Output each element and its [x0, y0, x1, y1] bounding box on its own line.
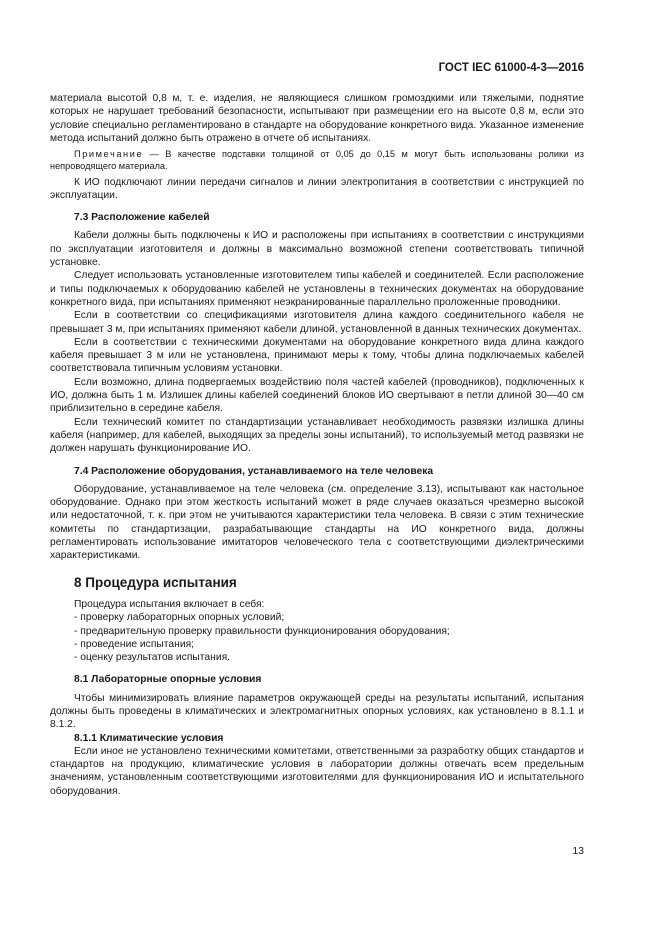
note-label: Примечание — [74, 149, 144, 160]
section-7-3-paragraph: Если возможно, длина подвергаемых воздействию поля частей кабелей (проводников), подключенных к ИО, должна быть 1 м. Излишек длины кабелей соединений блоков ИО свертывают в петли длиной 30—40 см приблизительно в середине кабеля. — [50, 376, 584, 415]
document-header: ГОСТ IEC 61000-4-3—2016 — [438, 62, 584, 74]
section-7-3-paragraph: Следует использовать установленные изготовителем типы кабелей и соединителей. Если расположение и типы подключаемых к оборудованию кабелей не установлены в технических документах на оборудование конкретного вида, при испытаниях применяют неэкранированные параллельно проложенные проводники. — [50, 270, 584, 308]
paragraph-io-connection: К ИО подключают линии передачи сигналов и линии электропитания в соответствии с инструкцией по эксплуатации. — [50, 176, 584, 201]
section-7-3-paragraph: Кабели должны быть подключены к ИО и расположены при испытаниях в соответствии с инструкциями по эксплуатации изготовителя и должны в максимально возможной степени соответствовать типичной установке. — [50, 230, 584, 269]
section-8-intro: Процедура испытания включает в себя: — [74, 598, 265, 610]
page-number: 13 — [572, 845, 584, 857]
section-7-3-paragraph: Если технический комитет по стандартизации устанавливает необходимость развязки излишка длины кабеля (например, для кабелей, выходящих за пределы зоны испытаний), то используемый метод развязки не должен нарушать функционирование ИО. — [50, 416, 584, 455]
note — [50, 148, 584, 172]
section-7-3-paragraph: Если в соответствии со спецификациями изготовителя длина каждого соединительного кабеля не превышает 3 м, при испытаниях применяют кабели длиной, установленной в данных технических документах. — [50, 310, 584, 335]
list-item: - предварительную проверку правильности функционирования оборудования; — [74, 625, 450, 637]
section-8-list — [50, 598, 584, 664]
section-7-3-title: 7.3 Расположение кабелей — [74, 212, 210, 224]
list-item: - оценку результатов испытания. — [74, 652, 231, 664]
section-8-title: 8 Процедура испытания — [74, 574, 237, 590]
list-item: - проверку лабораторных опорных условий; — [74, 612, 285, 624]
section-8-1-1-title: 8.1.1 Климатические условия — [74, 732, 224, 744]
section-8-1-paragraph: Чтобы минимизировать влияние параметров окружающей среды на результаты испытаний, испытания должны быть проведены в климатических и электромагнитных опорных условиях, как установлено в 8.1.1 и 8.1.2. — [50, 692, 584, 731]
document-body — [50, 92, 584, 798]
list-item: - проведение испытания; — [74, 638, 195, 650]
section-8-1-1-paragraph: Если иное не установлено техническими комитетами, ответственными за разработку общих стандартов и стандартов на продукцию, климатические условия в лаборатории должны отвечать всем предельным значениям, установленным соответствующими изготовителями для функционирования ИО и испытательного оборудования. — [50, 745, 584, 797]
section-7-4-title: 7.4 Расположение оборудования, устанавливаемого на теле человека — [74, 465, 434, 477]
section-7-4-paragraph: Оборудование, устанавливаемое на теле человека (см. определение 3.13), испытывают как настольное оборудование. Однако при этом жесткость испытаний может в ряде случаев оказаться чрезмерно высокой или недостаточной, т. к. при этом не учитываются характеристики тела человека. В связи с этим технические комитеты по стандартизации, разрабатывающие стандарты на ИО конкретного вида, должны регламентировать использование имитаторов человеческого тела с соответствующими диэлектрическими характеристиками. — [50, 483, 584, 562]
paragraph-intro: материала высотой 0,8 м, т. е. изделия, не являющиеся слишком громоздкими или тяжелыми, поднятие которых не нарушает требований безопасности, испытывают при размещении его на высоте 0,8 м, если это условие специально регламентировано в стандарте на оборудование конкретного вида. Указанное изменение метода испытаний должно быть отражено в отчете об испытаниях. — [50, 93, 584, 144]
note-text: — В качестве подставки толщиной от 0,05 до 0,15 м могут быть использованы ролики из непроводящего материала. — [50, 149, 584, 172]
section-8-1-title: 8.1 Лабораторные опорные условия — [74, 674, 262, 686]
section-7-3-paragraph: Если в соответствии с техническими документами на оборудование конкретного вида длина каждого кабеля превышает 3 м или не установлена, принимают меры к тому, чтобы длина подключаемых кабелей соответствовала типичным условиям установки. — [50, 336, 584, 375]
